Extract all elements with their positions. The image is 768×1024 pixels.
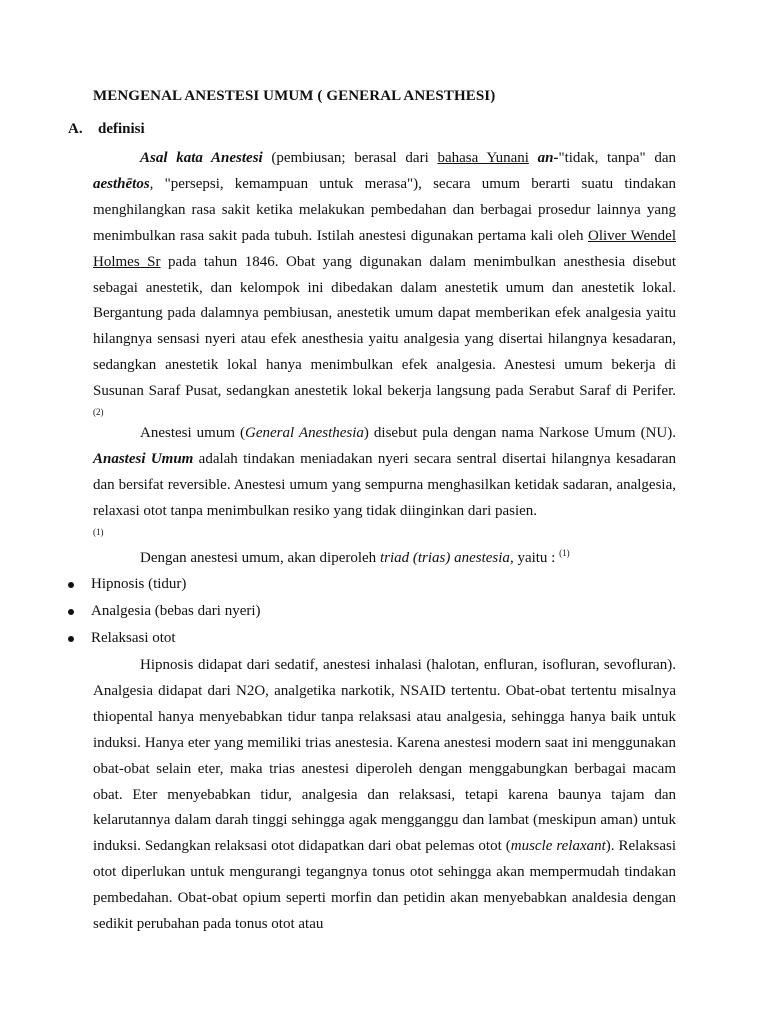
term-triad: triad (trias) anestesia	[379, 550, 510, 566]
triad-list	[68, 574, 261, 655]
paragraph-definition	[93, 146, 676, 431]
list-item	[68, 574, 261, 601]
document-title: MENGENAL ANESTESI UMUM ( GENERAL ANESTHESI)	[93, 88, 496, 104]
section-heading	[68, 121, 145, 138]
term-origin: Asal kata Anestesi	[140, 150, 263, 166]
list-item	[68, 628, 261, 655]
link-oliver-wendel-holmes[interactable]: Oliver Wendel Holmes Sr	[93, 227, 676, 270]
text-run: "tidak, tanpa" dan	[558, 150, 677, 166]
text-run: Dengan anestesi umum, akan diperoleh	[140, 550, 380, 566]
list-item-text: Analgesia (bebas dari nyeri)	[91, 603, 261, 619]
link-bahasa-yunani[interactable]: bahasa Yunani	[437, 150, 529, 166]
bullet-icon	[68, 609, 74, 615]
term-anastesi-umum: Anastesi Umum	[93, 450, 194, 467]
list-item-text: Relaksasi otot	[91, 630, 176, 646]
list-item	[68, 601, 261, 628]
text-run: , "persepsi, kemampuan untuk merasa"), secara umum berarti suatu tindakan menghilangkan rasa sakit ketika melakukan pembedahan dan berbagai prosedur lainnya yang menimbulkan rasa sakit pada tubuh. Istilah anestesi digunakan pertama kali oleh	[93, 175, 676, 244]
text-run: (pembiusan; berasal dari	[262, 150, 438, 166]
term-general-anesthesia: General Anesthesia	[245, 425, 364, 441]
text-run: , yaitu :	[509, 550, 560, 566]
list-item-text: Hipnosis (tidur)	[91, 576, 187, 592]
text-run: Hipnosis didapat dari sedatif, anestesi inhalasi (halotan, enfluran, isofluran, sevofluran). Analgesia didapat dari N2O, analgetika narkotik, NSAID tertentu. Obat-obat tertentu misalnya thiopental hanya menyebabkan tidur tanpa relaksasi atau analgesia, sehingga hanya baik untuk induksi. Hanya eter yang memiliki trias anestesia. Karena anestesi modern saat ini menggunakan obat-obat selain eter, maka trias anestesi diperoleh dengan menggabungkan berbagai macam obat. Eter menyebabkan tidur, analgesia dan relaksasi, tetapi karena baunya tajam dan kelarutannya dalam darah tinggi sehingga agak mengganggu dan lambat (meskipun aman) untuk induksi. Sedangkan relaksasi otot didapatkan dari obat pelemas otot (	[93, 657, 676, 855]
text-run: ) disebut pula dengan nama Narkose Umum (NU).	[363, 425, 676, 441]
bullet-icon	[68, 636, 74, 642]
section-letter: A.	[68, 121, 83, 137]
reference-marker: (2)	[93, 407, 104, 418]
text-run: pada tahun 1846. Obat yang digunakan dalam menimbulkan anesthesia disebut sebagai anestetik, dan kelompok ini dibedakan dalam anestetik umum dan anestetik lokal. Bergantung pada dalamnya pembiusan, anestetik umum dapat memberikan efek analgesia yaitu hilangnya sensasi nyeri atau efek anesthesia yaitu analgesia yang disertai hilangnya kesadaran, sedangkan anestetik lokal hanya menimbulkan efek analgesia. Anestesi umum bekerja di Susunan Saraf Pusat, sedangkan anestetik lokal bekerja langsung pada Serabut Saraf di Perifer.	[93, 253, 677, 400]
reference-marker: (1)	[559, 548, 570, 558]
term-an: an-	[537, 150, 559, 166]
bullet-icon	[68, 582, 74, 588]
reference-marker: (1)	[93, 526, 104, 537]
text-run: ). Relaksasi otot diperlukan untuk mengurangi tegangnya tonus otot sehingga akan mempermudah tindakan pembedahan. Obat-obat opium seperti morfin dan petidin akan menyebabkan analdesia dengan sedikit perubahan pada tonus otot atau	[93, 838, 677, 933]
section-heading-text: definisi	[98, 121, 145, 137]
term-muscle-relaxant: muscle relaxant	[510, 838, 606, 855]
term-aesthetos: aesthētos	[93, 175, 150, 192]
text-run	[529, 150, 538, 166]
text-run: adalah tindakan meniadakan nyeri secara sentral disertai hilangnya kesadaran dan bersifat reversible. Anestesi umum yang sempurna menghasilkan ketidak sadaran, analgesia, relaxasi otot tanpa menimbulkan resiko yang tidak diinginkan dari pasien.	[93, 450, 676, 519]
paragraph-hipnosis	[93, 653, 676, 938]
text-run: Anestesi umum (	[140, 425, 246, 441]
paragraph-general-anesthesia	[93, 421, 676, 539]
paragraph-triad	[93, 546, 676, 572]
